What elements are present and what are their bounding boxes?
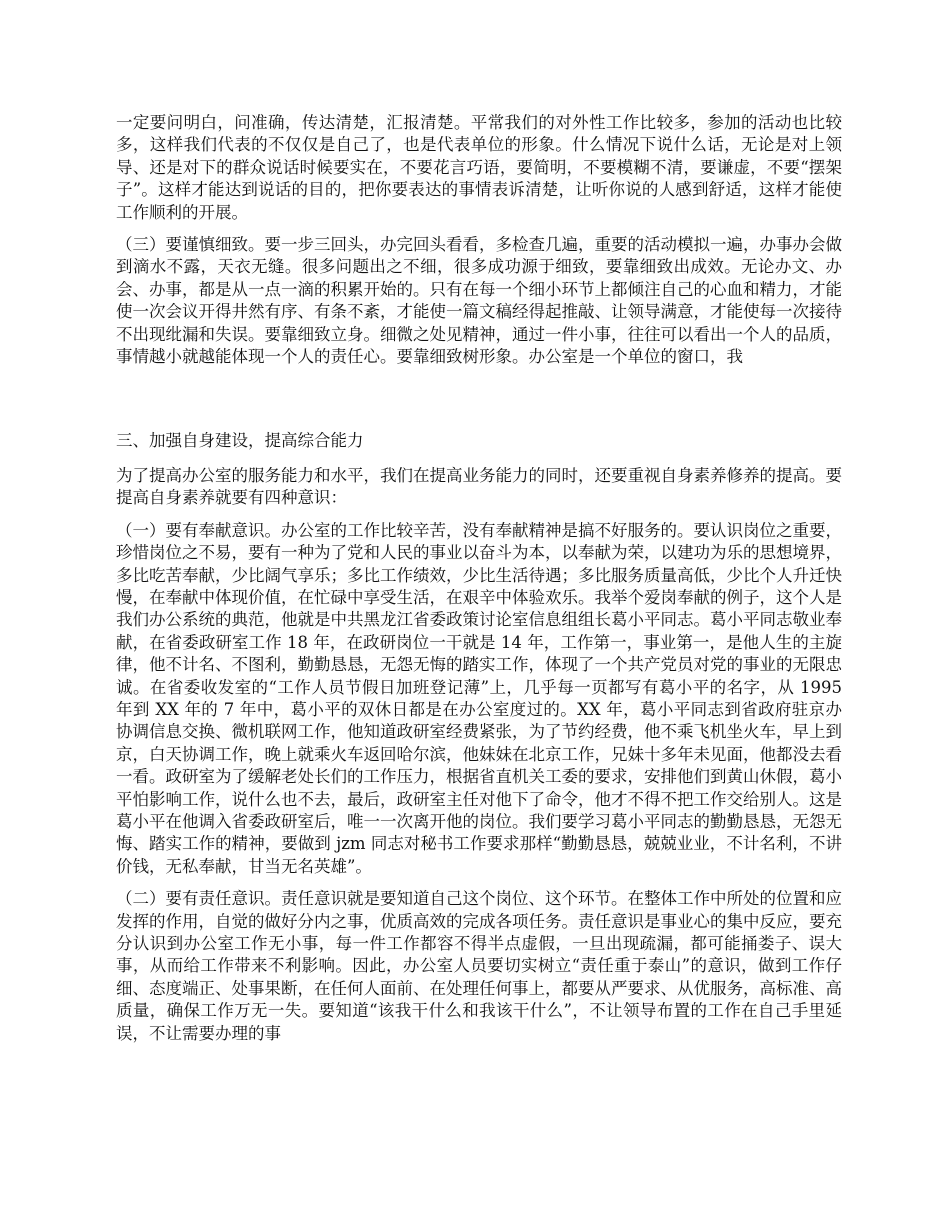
- paragraph-careful-meticulous: （三）要谨慎细致。要一步三回头，办完回头看看，多检查几遍，重要的活动模拟一遍，办事办会做到滴水不露，天衣无缝。很多问题出之不细，很多成功源于细致，要靠细致出成效。无论办文、办会、办事，都是从一点一滴的积累开始的。只有在每一个细小环节上都倾注自己的心血和精力，才能使一次会议开得井然有序、有条不紊，才能使一篇文稿经得起推敲、让领导满意，才能使每一次接待不出现纰漏和失误。要靠细致立身。细微之处见精神，通过一件小事，往往可以看出一个人的品质，事情越小就越能体现一个人的责任心。要靠细致树形象。办公室是一个单位的窗口，我: [116, 235, 842, 367]
- paragraph-dedication-awareness: （一）要有奉献意识。办公室的工作比较辛苦，没有奉献精神是搞不好服务的。要认识岗位之重要，珍惜岗位之不易，要有一种为了党和人民的事业以奋斗为本，以奉献为荣，以建功为乐的思想境界，多比吃苦奉献，少比阔气享乐；多比工作绩效，少比生活待遇；多比服务质量高低，少比个人升迁快慢，在奉献中体现价值，在忙碌中享受生活，在艰辛中体验欢乐。我举个爱岗奉献的例子，这个人是我们办公系统的典范，他就是中共黑龙江省委政策讨论室信息组组长葛小平同志。葛小平同志敬业奉献，在省委政研室工作 18 年，在政研岗位一干就是 14 年，工作第一，事业第一，是他人生的主旋律，他不计名、不图利，勤勤恳恳，无怨无悔的踏实工作，体现了一个共产党员对党的事业的无限忠诚。在省委收发室的“工作人员节假日加班登记薄”上，几乎每一页都写有葛小平的名字，从 1995 年到 XX 年的 7 年中，葛小平的双休日都是在办公室度过的。XX 年，葛小平同志到省政府驻京办协调信息交换、微机联网工作，他知道政研室经费紧张，为了节约经费，他不乘飞机坐火车，早上到京，白天协调工作，晚上就乘火车返回哈尔滨，他妹妹在北京工作，兄妹十多年未见面，他都没去看一看。政研室为了缓解老处长们的工作压力，根据省直机关工委的要求，安排他们到黄山休假，葛小平怕影响工作，说什么也不去，最后，政研室主任对他下了命令，他才不得不把工作交给别人。这是葛小平在他调入省委政研室后，唯一一次离开他的岗位。我们要学习葛小平同志的勤勤恳恳，无怨无悔、踏实工作的精神，要做到 jzm 同志对秘书工作要求那样“勤勤恳恳，兢兢业业，不计名利，不讲价钱，无私奉献，甘当无名英雄”。: [116, 520, 842, 876]
- section-gap: [116, 378, 842, 430]
- section-heading: 三、加强自身建设，提高综合能力: [116, 431, 364, 451]
- paragraph-speaking: 一定要问明白，问准确，传达清楚，汇报清楚。平常我们的对外性工作比较多，参加的活动也比较多，这样我们代表的不仅仅是自己了，也是代表单位的形象。什么情况下说什么话，无论是对上领导、还是对下的群众说话时候要实在，不要花言巧语，要简明，不要模糊不清，要谦虚，不要“摆架子”。这样才能达到说话的目的，把你要表达的事情表诉清楚，让听你说的人感到舒适，这样才能使工作顺利的开展。: [116, 113, 842, 222]
- document-page: [116, 112, 842, 1055]
- paragraph-responsibility-awareness: （二）要有责任意识。责任意识就是要知道自己这个岗位、这个环节。在整体工作中所处的位置和应发挥的作用，自觉的做好分内之事，优质高效的完成各项任务。责任意识是事业心的集中反应，要充分认识到办公室工作无小事，每一件工作都容不得半点虚假，一旦出现疏漏，都可能捅娄子、误大事，从而给工作带来不利影响。因此，办公室人员要切实树立“责任重于泰山”的意识，做到工作仔细、态度端正、处事果断，在任何人面前、在处理任何事上，都要从严要求、从优服务，高标准、高质量，确保工作万无一失。要知道“该我干什么和我该干什么”，不让领导布置的工作在自己手里延误，不让需要办理的事: [116, 889, 842, 1043]
- paragraph-intro-four-awareness: 为了提高办公室的服务能力和水平，我们在提高业务能力的同时，还要重视自身素养修养的提高。要提高自身素养就要有四种意识：: [116, 465, 842, 508]
